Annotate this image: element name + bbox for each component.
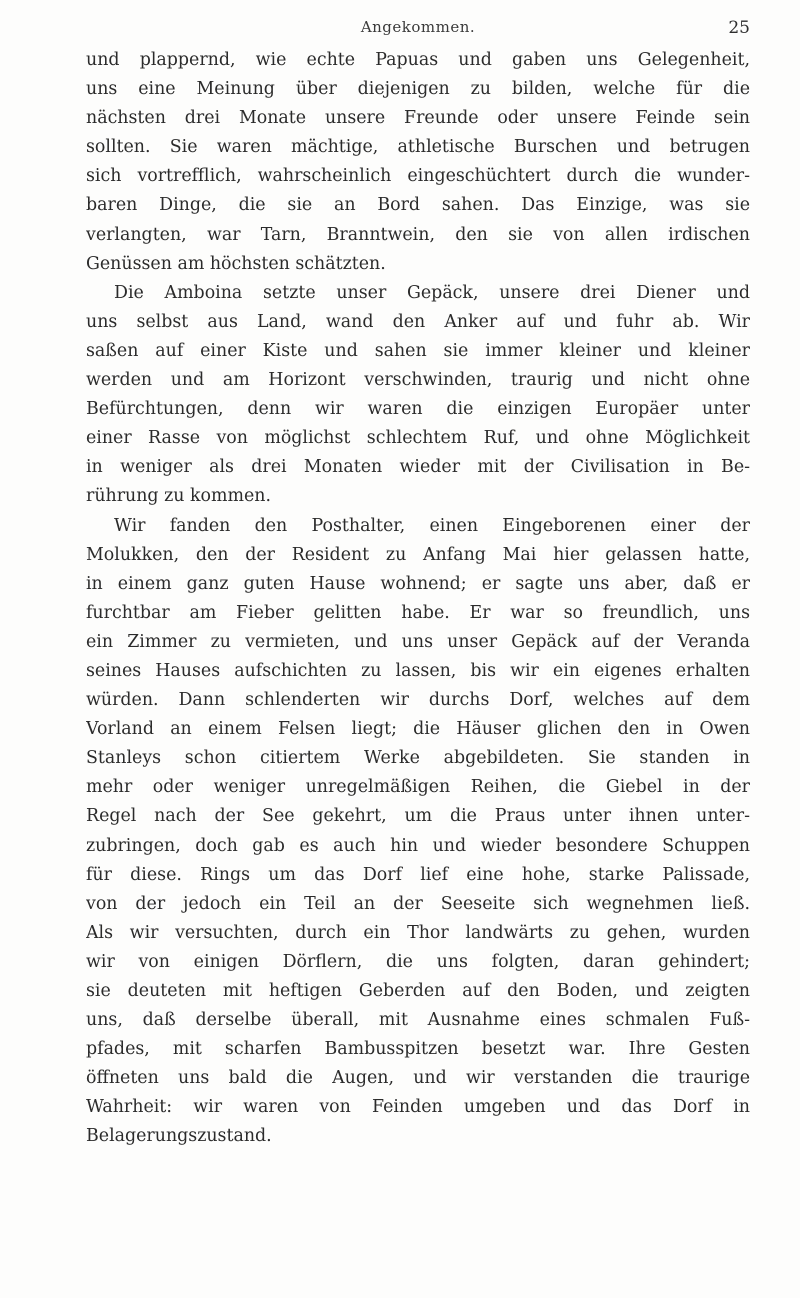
text-line: Molukken, den der Resident zu Anfang Mai hier gelassen hatte, [86,544,750,565]
text-line: pfades, mit scharfen Bambusspitzen besetzt war. Ihre Gesten [86,1039,750,1060]
body-text [86,46,750,1152]
text-line: verlangten, war Tarn, Branntwein, den sie von allen irdischen [86,224,750,245]
text-line: uns selbst aus Land, wand den Anker auf und fuhr ab. Wir [86,311,750,332]
text-line: zubringen, doch gab es auch hin und wieder besondere Schuppen [86,835,750,856]
page-number: 25 [728,18,750,38]
text-line: von der jedoch ein Teil an der Seeseite sich wegnehmen ließ. [86,893,750,914]
text-line: seines Hauses aufschichten zu lassen, bis wir ein eigenes erhalten [86,660,750,681]
text-line: Die Amboina setzte unser Gepäck, unsere drei Diener und [114,282,750,303]
text-line: rührung zu kommen. [86,486,271,507]
text-line: Wir fanden den Posthalter, einen Eingeborenen einer der [114,515,750,536]
paragraph-2 [86,279,750,512]
text-line: in einem ganz guten Hause wohnend; er sagte uns aber, daß er [86,573,750,594]
text-line: mehr oder weniger unregelmäßigen Reihen, die Giebel in der [86,777,750,798]
text-line: uns, daß derselbe überall, mit Ausnahme eines schmalen Fuß- [86,1010,750,1031]
text-line: würden. Dann schlenderten wir durchs Dorf, welches auf dem [86,690,750,711]
running-head [86,18,750,42]
text-line: und plappernd, wie echte Papuas und gaben uns Gelegenheit, [86,50,750,70]
running-title: Angekommen. [360,18,476,36]
text-line: Wahrheit: wir waren von Feinden umgeben und das Dorf in [86,1097,750,1118]
text-line: wir von einigen Dörflern, die uns folgten, daran gehindert; [86,951,750,972]
text-line: öffneten uns bald die Augen, und wir verstanden die traurige [86,1068,750,1089]
text-line: Belagerungszustand. [86,1126,272,1147]
text-line: baren Dinge, die sie an Bord sahen. Das Einzige, was sie [86,195,750,216]
text-line: Stanleys schon citiertem Werke abgebildeten. Sie standen in [86,748,750,769]
text-line: uns eine Meinung über diejenigen zu bilden, welche für die [86,79,750,100]
text-line: nächsten drei Monate unsere Freunde oder unsere Feinde sein [86,108,750,129]
text-line: sich vortrefflich, wahrscheinlich eingeschüchtert durch die wunder- [86,166,750,187]
text-line: Befürchtungen, denn wir waren die einzigen Europäer unter [86,399,750,420]
text-line: in weniger als drei Monaten wieder mit der Civilisation in Be- [86,457,750,478]
text-line: sie deuteten mit heftigen Geberden auf den Boden, und zeigten [86,981,750,1001]
text-line: sollten. Sie waren mächtige, athletische Burschen und betrugen [86,137,750,158]
text-line: saßen auf einer Kiste und sahen sie immer kleiner und kleiner [86,340,750,361]
text-line: werden und am Horizont verschwinden, traurig und nicht ohne [86,370,750,391]
text-line: für diese. Rings um das Dorf lief eine hohe, starke Palissade, [86,864,750,885]
text-line: Als wir versuchten, durch ein Thor landwärts zu gehen, wurden [86,922,750,943]
text-line: Regel nach der See gekehrt, um die Praus unter ihnen unter- [86,806,750,827]
text-line: Genüssen am höchsten schätzten. [86,253,386,274]
text-line: Vorland an einem Felsen liegt; die Häuser glichen den in Owen [86,719,750,740]
text-line: einer Rasse von möglichst schlechtem Ruf, und ohne Möglichkeit [86,428,750,449]
text-line: ein Zimmer zu vermieten, und uns unser Gepäck auf der Veranda [86,631,750,652]
paragraph-3 [86,512,750,1152]
text-line: furchtbar am Fieber gelitten habe. Er war so freundlich, uns [86,602,750,623]
paragraph-1 [86,46,750,279]
